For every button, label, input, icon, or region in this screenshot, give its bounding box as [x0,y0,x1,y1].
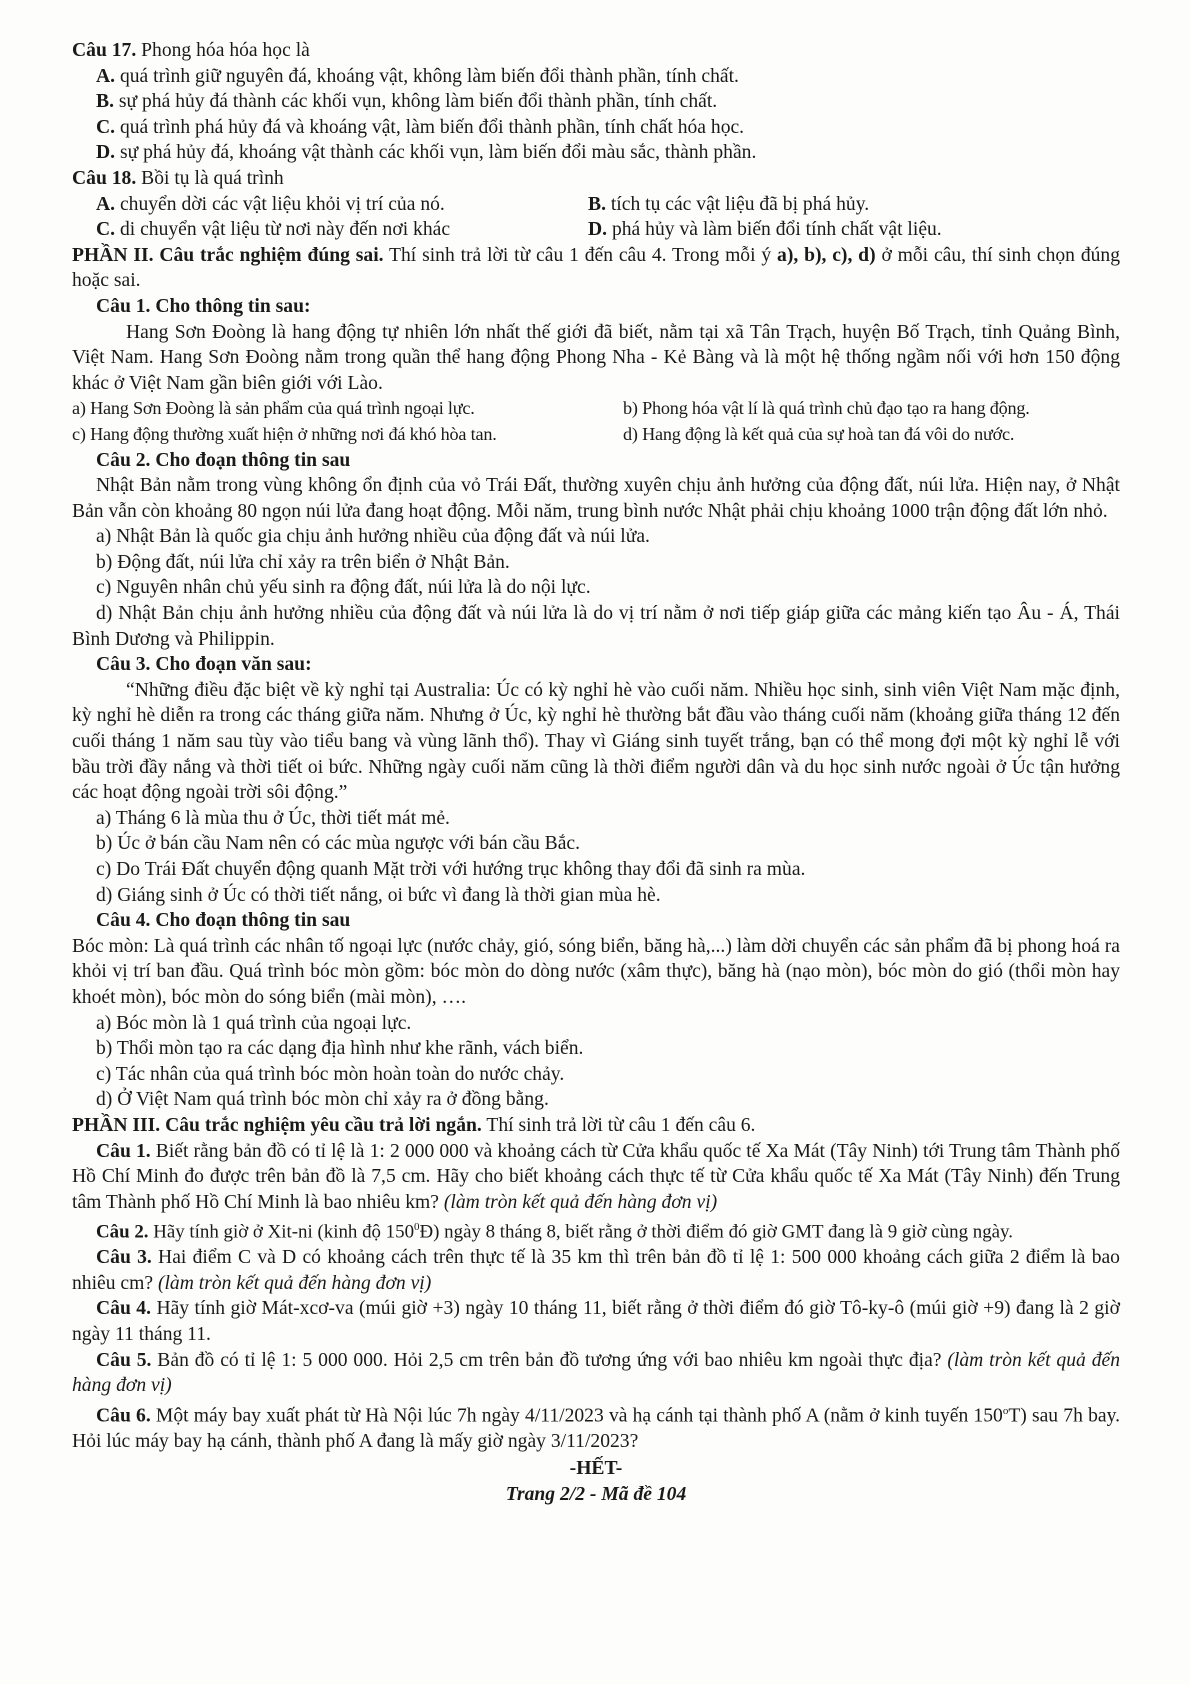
part2-q4-d: d) Ở Việt Nam quá trình bóc mòn chỉ xảy ra ở đồng bằng. [96,1089,549,1111]
q17-option-c: C. quá trình phá hủy đá và khoáng vật, làm biến đổi thành phần, tính chất hóa học. [96,116,745,138]
part2-q4-b: b) Thổi mòn tạo ra các dạng địa hình như khe rãnh, vách biển. [96,1038,584,1060]
part2-q4-passage: Bóc mòn: Là quá trình các nhân tố ngoại lực (nước chảy, gió, sóng biển, băng hà,...) làm dời chuyển các sản phẩm đã bị phong hoá ra khỏi vị trí ban đầu. Quá trình bóc mòn gồm: bóc mòn do dòng nước (xâm thực), băng hà (nạo mòn), bóc mòn do gió (thổi mòn hay khoét mòn), bóc mòn do sóng biển (mài mòn), …. [72,935,1120,1008]
part2-q4-a: a) Bóc mòn là 1 quá trình của ngoại lực. [96,1012,412,1034]
part2-q3-d: d) Giáng sinh ở Úc có thời tiết nắng, oi bức vì đang là thời gian mùa hè. [96,884,661,906]
part3-q4: Câu 4. Hãy tính giờ Mát-xcơ-va (múi giờ +3) ngày 10 tháng 11, biết rằng ở thời điểm đó giờ Tô-ky-ô (múi giờ +9) đang là 2 giờ ngày 11 tháng 11. [72,1298,1120,1345]
part2-q1-c: c) Hang động thường xuất hiện ở những nơi đá khó hòa tan. [72,423,497,444]
part2-q3-a: a) Tháng 6 là mùa thu ở Úc, thời tiết mát mẻ. [96,807,450,829]
q18-option-c: C. di chuyển vật liệu từ nơi này đến nơi khác [96,219,451,241]
part2-q4-title: Câu 4. Cho đoạn thông tin sau [96,910,351,932]
part3-q1: Câu 1. Biết rằng bản đồ có tỉ lệ là 1: 2 000 000 và khoảng cách từ Cửa khẩu quốc tế Xa Mát (Tây Ninh) tới Trung tâm Thành phố Hồ Chí Minh đo được trên bản đồ là 7,5 cm. Hãy cho biết khoảng cách thực tế từ Cửa khẩu quốc tế Xa Mát (Tây Ninh) đến Trung tâm Thành phố Hồ Chí Minh là bao nhiêu km? (làm tròn kết quả đến hàng đơn vị) [72,1140,1120,1213]
q17-option-a: A. quá trình giữ nguyên đá, khoáng vật, không làm biến đổi thành phần, tính chất. [96,65,739,87]
part2-q2-c: c) Nguyên nhân chủ yếu sinh ra động đất, núi lửa là do nội lực. [96,577,591,599]
part2-q1-row2 [72,422,1120,448]
part2-q2-passage: Nhật Bản nằm trong vùng không ổn định của vỏ Trái Đất, thường xuyên chịu ảnh hưởng của động đất, núi lửa. Hiện nay, ở Nhật Bản vẫn còn khoảng 80 ngọn núi lửa đang hoạt động. Mỗi năm, trung bình nước Nhật phải chịu khoảng 1000 trận động đất lớn nhỏ. [72,475,1120,522]
q18-option-a: A. chuyển dời các vật liệu khỏi vị trí của nó. [96,193,445,215]
part3-q5: Câu 5. Bản đồ có tỉ lệ 1: 5 000 000. Hỏi 2,5 cm trên bản đồ tương ứng với bao nhiêu km ngoài thực địa? (làm tròn kết quả đến hàng đơn vị) [72,1349,1120,1397]
part2-q1-a: a) Hang Sơn Đoòng là sản phẩm của quá trình ngoại lực. [72,398,475,419]
part2-q2-a: a) Nhật Bản là quốc gia chịu ảnh hưởng nhiều của động đất và núi lửa. [96,526,650,548]
part2-q2-d: d) Nhật Bản chịu ảnh hưởng nhiều của động đất và núi lửa là do vị trí nằm ở nơi tiếp giáp giữa các mảng kiến tạo Âu - Á, Thái Bình Dương và Philippin. [72,603,1120,650]
q18-options-row1 [72,192,1120,218]
q18-option-d: D. phá hủy và làm biến đổi tính chất vật liệu. [588,219,942,241]
part2-q3-passage: “Những điều đặc biệt về kỳ nghỉ tại Australia: Úc có kỳ nghỉ hè vào cuối năm. Nhiều học sinh, sinh viên Việt Nam mặc định, kỳ nghỉ hè diễn ra trong các tháng giữa năm. Nhưng ở Úc, kỳ nghỉ hè thường bắt đầu vào tháng cuối năm (khoảng giữa tháng 12 đến cuối tháng 1 năm sau tùy vào tiểu bang và vùng lãnh thổ). Thay vì Giáng sinh tuyết trắng, bạn có thể mong đợi một kỳ nghỉ lễ với bầu trời đầy nắng và thời tiết oi bức. Những ngày cuối năm cũng là thời điểm người dân và du học sinh nước ngoài ở Úc tận hưởng các hoạt động ngoài trời sôi động.” [72,679,1120,804]
q17-stem: Câu 17. Phong hóa hóa học là [72,40,310,61]
part2-heading: PHẦN II. Câu trắc nghiệm đúng sai. Thí sinh trả lời từ câu 1 đến câu 4. Trong mỗi ý a), b), c), d) ở mỗi câu, thí sinh chọn đúng hoặc sai. [72,244,1121,292]
end-marker: -HẾT- [569,1458,623,1480]
part2-q4-c: c) Tác nhân của quá trình bóc mòn hoàn toàn do nước chảy. [96,1063,565,1085]
part2-q2-title: Câu 2. Cho đoạn thông tin sau [96,449,351,471]
q17-option-b: B. sự phá hủy đá thành các khối vụn, không làm biến đổi thành phần, tính chất. [96,91,718,113]
part2-q2-b: b) Động đất, núi lửa chỉ xảy ra trên biển ở Nhật Bản. [96,551,510,573]
part2-q1-passage: Hang Sơn Đoòng là hang động tự nhiên lớn nhất thế giới đã biết, nằm tại xã Tân Trạch, huyện Bố Trạch, tỉnh Quảng Bình, Việt Nam. Hang Sơn Đoòng nằm trong quần thể hang động Phong Nha - Kẻ Bàng và là một hệ thống ngầm nối với hơn 150 động khác ở Việt Nam gần biên giới với Lào. [72,321,1120,394]
q18-options-row2 [72,217,1120,243]
part2-q1-d: d) Hang động là kết quả của sự hoà tan đá vôi do nước. [623,423,1015,444]
part2-q3-c: c) Do Trái Đất chuyển động quanh Mặt trời với hướng trục không thay đổi đã sinh ra mùa. [96,859,806,880]
q18-option-b: B. tích tụ các vật liệu đã bị phá hủy. [588,193,870,215]
q18-stem: Câu 18. Bồi tụ là quá trình [72,167,284,189]
page-footer: Trang 2/2 - Mã đề 104 [505,1484,687,1506]
part3-q2: Câu 2. Hãy tính giờ ở Xit-ni (kinh độ $150^0Đ$) ngày 8 tháng 8, biết rằng ở thời điểm đó giờ GMT đang là 9 giờ cùng ngày. [96,1221,1013,1243]
part2-q1-title: Câu 1. Cho thông tin sau: [96,295,311,317]
part2-q3-b: b) Úc ở bán cầu Nam nên có các mùa ngược với bán cầu Bắc. [96,833,580,855]
q17-option-d: D. sự phá hủy đá, khoáng vật thành các khối vụn, làm biến đổi màu sắc, thành phần. [96,142,757,164]
part2-q1-b: b) Phong hóa vật lí là quá trình chủ đạo tạo ra hang động. [623,398,1030,419]
part2-q3-title: Câu 3. Cho đoạn văn sau: [96,654,312,676]
part3-q6: Câu 6. Một máy bay xuất phát từ Hà Nội lúc 7h ngày 4/11/2023 và hạ cánh tại thành phố A (nằm ở kinh tuyến 150$^o$T) sau 7h bay. Hỏi lúc máy bay hạ cánh, thành phố A đang là mấy giờ ngày 3/11/2023? [72,1404,1120,1452]
part3-heading: PHẦN III. Câu trắc nghiệm yêu cầu trả lời ngắn. Thí sinh trả lời từ câu 1 đến câu 6. [72,1114,756,1136]
part3-q3: Câu 3. Hai điểm C và D có khoảng cách trên thực tế là 35 km thì trên bản đồ tỉ lệ 1: 500 000 khoảng cách giữa 2 điểm là bao nhiêu cm? (làm tròn kết quả đến hàng đơn vị) [72,1247,1120,1294]
part2-q1-row1 [72,396,1120,422]
